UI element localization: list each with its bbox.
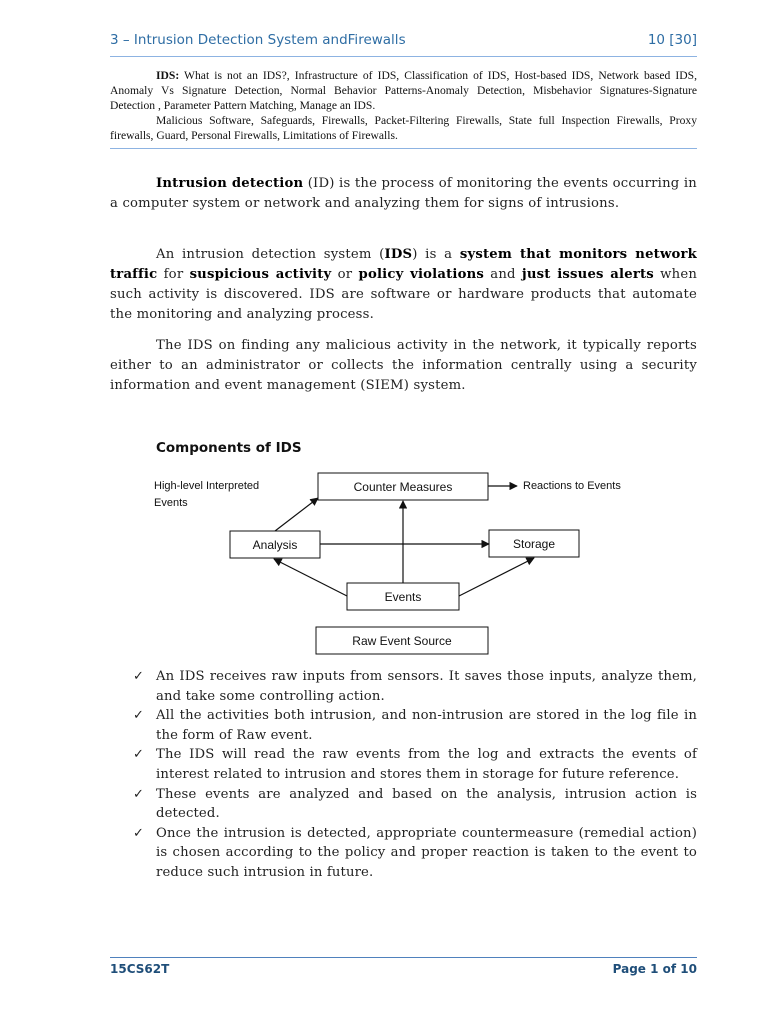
course-code: 15CS62T [110, 962, 170, 976]
list-item-text: All the activities both intrusion, and non-intrusion are stored in the log file in the form of Raw event. [156, 708, 697, 743]
ids-text-4: or [331, 267, 359, 282]
list-item [133, 785, 697, 824]
ids-text-3: for [157, 267, 190, 282]
list-item [133, 745, 697, 784]
paragraph-ids [110, 245, 697, 325]
label-raw-event-source: Raw Event Source [352, 634, 452, 648]
ids-bold-2: system that monitors network traffic [110, 247, 698, 282]
note-line-2: Events [154, 497, 188, 509]
arrow-events-to-analysis [274, 559, 347, 596]
syllabus-topics-ids: What is not an IDS?, Infrastructure of IDS, Classification of IDS, Host-based IDS, Network based IDS, Anomaly Vs Signature Detection, Normal Behavior Patterns-Anomaly Detection, Misbehavior Signatures-Signature Detection , Parameter Pattern Matching, Manage an IDS. [110, 69, 697, 112]
syllabus-line-ids [110, 68, 697, 113]
ids-components-diagram [140, 468, 660, 663]
list-item-text: An IDS receives raw inputs from sensors. It saves those inputs, analyze them, and take some controlling action. [156, 669, 697, 704]
list-item [133, 824, 697, 883]
reporting-text: The IDS on finding any malicious activity in the network, it typically reports either to an administrator or collects the information centrally using a security information and event management (SIEM) system. [110, 338, 697, 393]
checkmark-icon: ✓ [133, 786, 145, 802]
label-storage: Storage [512, 537, 556, 551]
ids-process-list [133, 667, 697, 883]
syllabus-divider [110, 148, 697, 149]
arrow-analysis-to-counter [275, 498, 318, 531]
label-counter-measures: Counter Measures [353, 480, 453, 494]
ids-bold-4: policy violations [358, 267, 485, 282]
syllabus-lead: IDS: [156, 69, 180, 82]
checkmark-icon: ✓ [133, 669, 145, 684]
paragraph-reporting [110, 336, 697, 396]
label-reactions: Reactions to Events [523, 480, 621, 492]
checkmark-icon: ✓ [133, 825, 145, 841]
ids-text-5: and [484, 267, 522, 282]
ids-bold-3: suspicious activity [189, 267, 332, 282]
syllabus-block [110, 68, 697, 143]
paragraph-definition [110, 174, 697, 214]
list-item-text: The IDS will read the raw events from the log and extracts the events of interest related to intrusion and stores them in storage for future reference. [156, 747, 697, 782]
label-events: Events [384, 590, 422, 604]
components-heading: Components of IDS [156, 440, 302, 456]
term-intrusion-detection: Intrusion detection [156, 176, 304, 191]
ids-text-1: An intrusion detection system ( [156, 247, 385, 262]
page-footer [110, 962, 697, 982]
arrow-events-to-storage [459, 558, 534, 596]
list-item [133, 706, 697, 745]
syllabus-line-firewalls: Malicious Software, Safeguards, Firewalls, Packet-Filtering Firewalls, State full Inspection Firewalls, Proxy firewalls, Guard, Personal Firewalls, Limitations of Firewalls. [110, 114, 697, 142]
page-header [110, 30, 697, 54]
ids-text-6: when such activity is discovered. IDS are software or hardware products that automate the monitoring and analyzing process. [110, 267, 698, 322]
list-item-text: Once the intrusion is detected, appropriate countermeasure (remedial action) is chosen according to the policy and proper reaction is taken to the event to reduce such intrusion in future. [156, 825, 697, 880]
label-analysis: Analysis [252, 538, 298, 552]
ids-bold-5: just issues alerts [521, 267, 654, 282]
page-number: Page 1 of 10 [612, 962, 697, 976]
header-divider [110, 56, 697, 57]
note-line-1: High-level Interpreted [154, 480, 260, 492]
checkmark-icon: ✓ [133, 708, 145, 724]
chapter-title: 3 – Intrusion Detection System andFirewalls [110, 32, 406, 48]
checkmark-icon: ✓ [133, 747, 145, 763]
list-item-text: These events are analyzed and based on the analysis, intrusion action is detected. [156, 786, 697, 822]
footer-divider [110, 957, 697, 958]
list-item [133, 667, 697, 706]
definition-text: (ID) is the process of monitoring the events occurring in a computer system or network and analyzing them for signs of intrusions. [110, 176, 697, 211]
page-reference: 10 [30] [647, 32, 697, 48]
ids-text-2: ) is a [412, 247, 460, 262]
ids-bold-1: IDS [384, 247, 413, 262]
